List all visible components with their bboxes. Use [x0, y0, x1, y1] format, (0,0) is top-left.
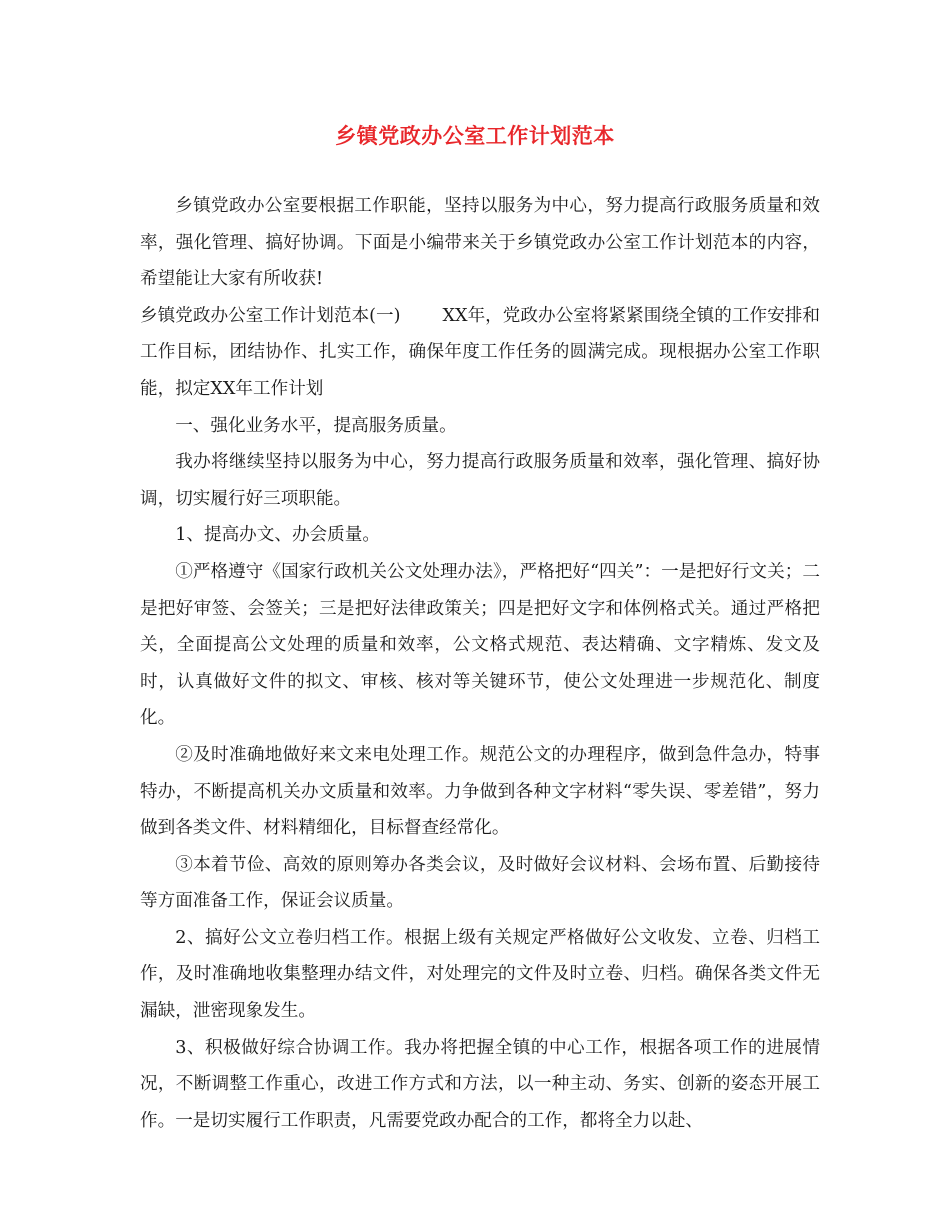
section-lead: XX年，党政办公室将紧紧围绕全镇的工作安排和工作目标，团结协作、扎实工作，确保年度工作任务的圆满完成。现根据办公室工作职能，拟定XX年工作计划	[140, 305, 820, 399]
document-title: 乡镇党政办公室工作计划范本	[335, 123, 615, 148]
heading-1: 一、强化业务水平，提高服务质量。	[175, 415, 457, 436]
sub-item-3: ③本着节俭、高效的原则筹办各类会议，及时做好会议材料、会场布置、后勤接待等方面准备工作，保证会议质量。	[140, 854, 820, 912]
section-heading: 乡镇党政办公室工作计划范本(一)	[140, 305, 401, 326]
item-2: 2、搞好公文立卷归档工作。根据上级有关规定严格做好公文收发、立卷、归档工作，及时准确地收集整理办结文件，对处理完的文件及时立卷、归档。确保各类文件无漏缺，泄密现象发生。	[140, 927, 820, 1022]
document-body	[140, 188, 820, 1139]
item-3: 3、积极做好综合协调工作。我办将把握全镇的中心工作，根据各项工作的进展情况，不断调整工作重心，改进工作方式和方法，以一种主动、务实、创新的姿态开展工作。一是切实履行工作职责，凡需要党政办配合的工作，都将全力以赴、	[140, 1037, 820, 1131]
sub-item-1: ①严格遵守《国家行政机关公文处理办法》，严格把好“四关”：一是把好行文关；二是把好审签、会签关；三是把好法律政策关；四是把好文字和体例格式关。通过严格把关，全面提高公文处理的质量和效率，公文格式规范、表达精确、文字精炼、发文及时，认真做好文件的拟文、审核、核对等关键环节，使公文处理进一步规范化、制度化。	[140, 561, 820, 729]
section-paragraph	[140, 298, 820, 408]
item-1: 1、提高办文、办会质量。	[175, 525, 380, 546]
intro-paragraph: 乡镇党政办公室要根据工作职能，坚持以服务为中心，努力提高行政服务质量和效率，强化管理、搞好协调。下面是小编带来关于乡镇党政办公室工作计划范本的内容，希望能让大家有所收获!	[140, 196, 820, 290]
paragraph-1: 我办将继续坚持以服务为中心，努力提高行政服务质量和效率，强化管理、搞好协调，切实履行好三项职能。	[140, 452, 820, 509]
sub-item-2: ②及时准确地做好来文来电处理工作。规范公文的办理程序，做到急件急办，特事特办，不断提高机关办文质量和效率。力争做到各种文字材料“零失误、零差错”，努力做到各类文件、材料精细化，目标督查经常化。	[140, 744, 820, 839]
